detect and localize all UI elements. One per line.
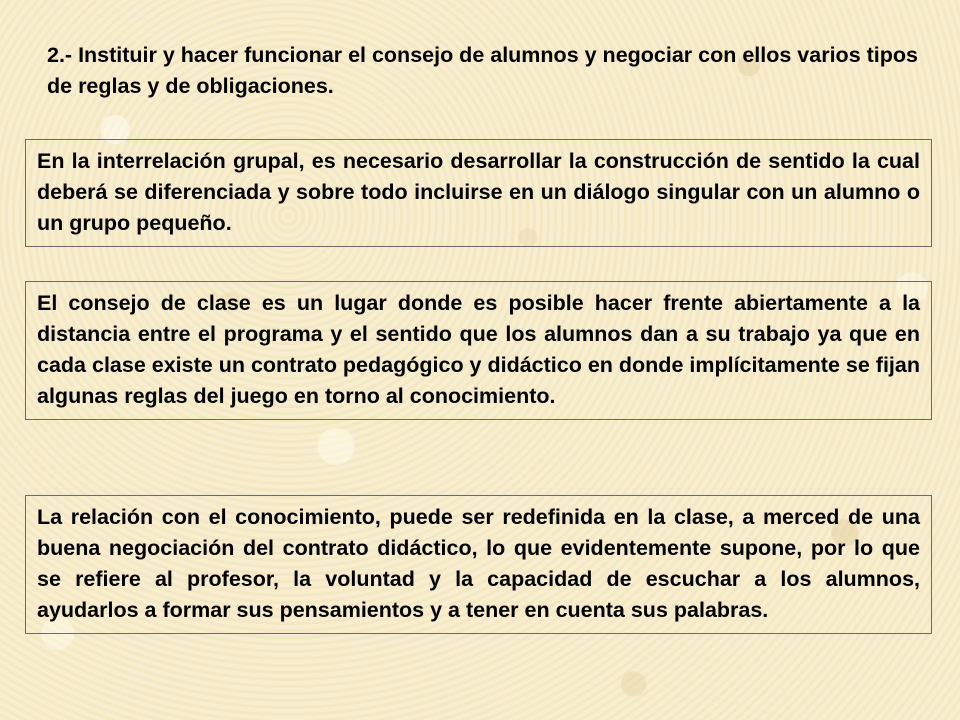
slide-title: 2.- Instituir y hacer funcionar el consejo de alumnos y negociar con ellos varios tipos de reglas y de obligaciones. (47, 43, 918, 98)
text-box-interrelacion-grupal: En la interrelación grupal, es necesario desarrollar la construcción de sentido la cual deberá se diferenciada y sobre todo incluirse en un diálogo singular con un alumno o un grupo pequeño. (25, 139, 932, 247)
text-box-relacion-con-el-conocimiento: La relación con el conocimiento, puede ser redefinida en la clase, a merced de una buena negociación del contrato didáctico, lo que evidentemente supone, por lo que se refiere al profesor, la voluntad y la capacidad de escuchar a los alumnos, ayudarlos a formar sus pensamientos y a tener en cuenta sus palabras. (25, 495, 932, 634)
text-box-consejo-de-clase: El consejo de clase es un lugar donde es posible hacer frente abiertamente a la distancia entre el programa y el sentido que los alumnos dan a su trabajo ya que en cada clase existe un contrato pedagógico y didáctico en donde implícitamente se fijan algunas reglas del juego en torno al conocimiento. (25, 281, 932, 420)
